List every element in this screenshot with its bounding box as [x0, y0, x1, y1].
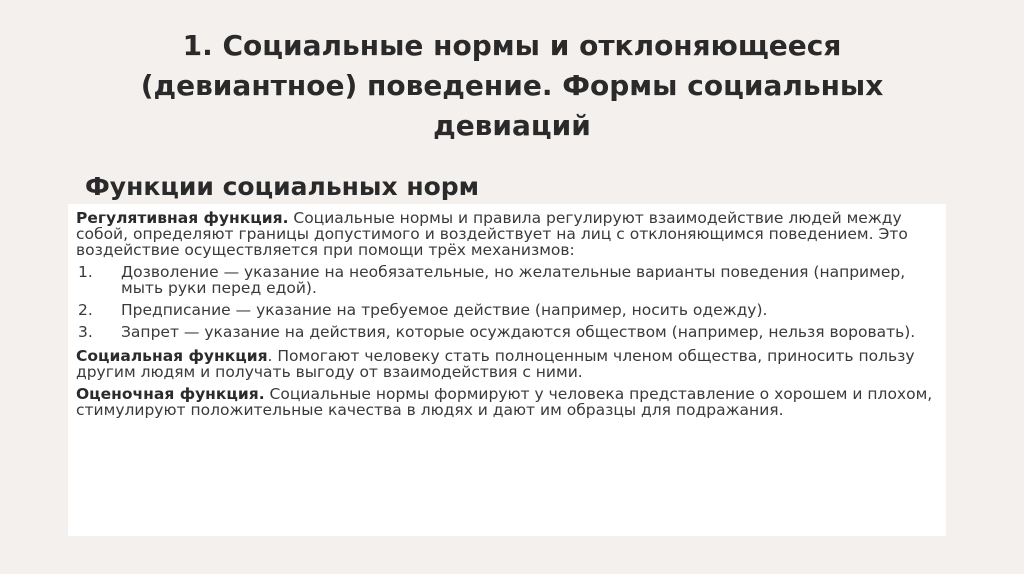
list-item: [76, 264, 938, 296]
slide-title: [90, 26, 934, 146]
mechanisms-list: [76, 264, 938, 340]
list-item-text: Дозволение — указание на необязательные, но желательные варианты поведения (например, мыть руки перед едой).: [121, 263, 906, 297]
social-function-paragraph: [76, 348, 938, 380]
list-item-number: 1.: [78, 263, 93, 281]
evaluative-function-paragraph: [76, 386, 938, 418]
section-heading: Функции социальных норм: [85, 172, 480, 201]
list-item-number: 2.: [78, 301, 93, 319]
social-function-label: Социальная функция: [76, 347, 268, 365]
regulatory-function-label: Регулятивная функция.: [76, 209, 289, 227]
list-item-text: Запрет — указание на действия, которые осуждаются обществом (например, нельзя воровать).: [121, 323, 916, 341]
regulatory-function-paragraph: [76, 210, 938, 258]
title-line-3: девиаций: [433, 109, 591, 142]
evaluative-function-label: Оценочная функция.: [76, 385, 265, 403]
list-item: [76, 302, 938, 318]
content-box: [68, 204, 946, 536]
list-item: [76, 324, 938, 340]
list-item-text: Предписание — указание на требуемое действие (например, носить одежду).: [121, 301, 768, 319]
evaluative-function-text: Социальные нормы формируют у человека представление о хорошем и плохом, стимулируют положительные качества в людях и дают им образцы для подражания.: [76, 385, 933, 419]
list-item-number: 3.: [78, 323, 93, 341]
title-line-2: (девиантное) поведение. Формы социальных: [140, 69, 884, 102]
regulatory-function-text: Социальные нормы и правила регулируют взаимодействие людей между собой, определяют границы допустимого и воздействует на лиц с отклоняющимся поведением. Это воздействие осуществляется при помощи трёх механизмов:: [76, 209, 908, 259]
content-text: [76, 210, 938, 418]
social-function-text: . Помогают человеку стать полноценным членом общества, приносить пользу другим людям и получать выгоду от взаимодействия с ними.: [76, 347, 915, 381]
title-line-1: 1. Социальные нормы и отклоняющееся: [182, 29, 842, 62]
